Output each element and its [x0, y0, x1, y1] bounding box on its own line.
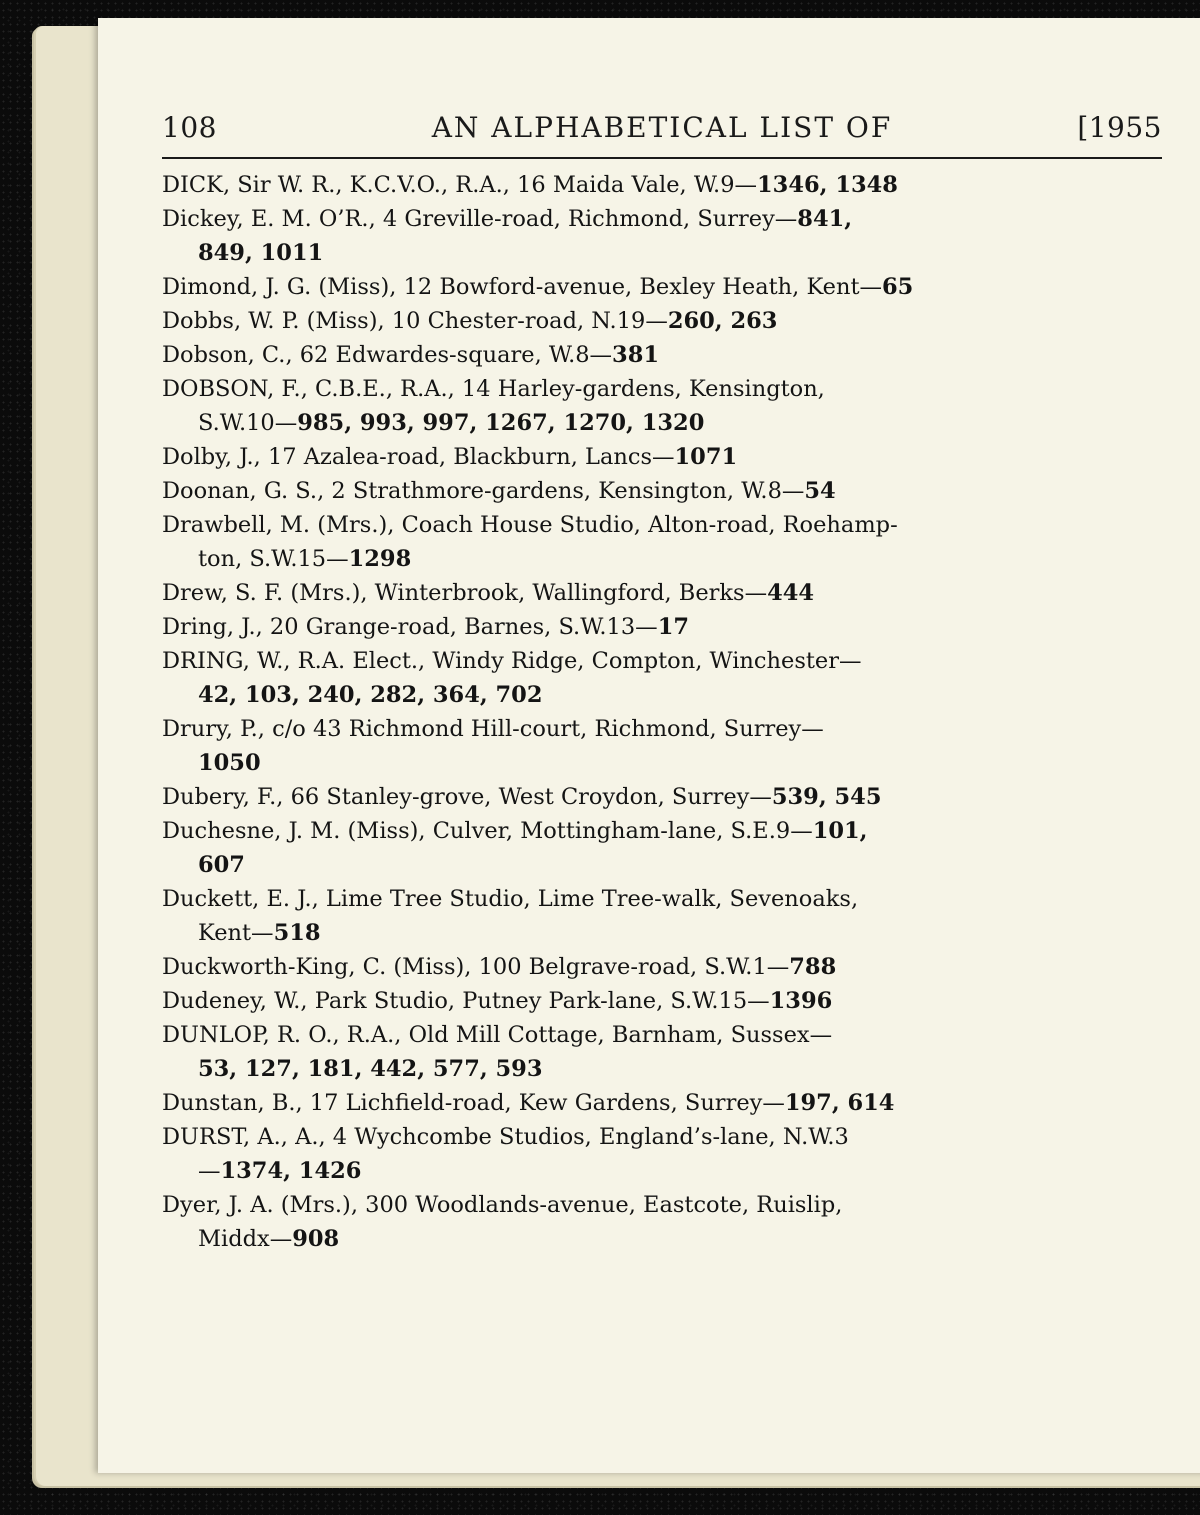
entry-line: DOBSON, F., C.B.E., R.A., 14 Harley-gardens, Kensington,	[162, 376, 825, 402]
entry-line: Duckett, E. J., Lime Tree Studio, Lime Tree-walk, Sevenoaks,	[162, 886, 859, 912]
page-title: AN ALPHABETICAL LIST OF	[431, 111, 893, 144]
list-item	[162, 1188, 1172, 1256]
list-item	[162, 338, 1172, 372]
entry-line: Dobbs, W. P. (Miss), 10 Chester-road, N.19—260, 263	[162, 308, 778, 334]
entry-line: Dubery, F., 66 Stanley-grove, West Croydon, Surrey—539, 545	[162, 784, 882, 810]
entry-line: Dring, J., 20 Grange-road, Barnes, S.W.13—17	[162, 614, 689, 640]
entry-line: Drawbell, M. (Mrs.), Coach House Studio, Alton-road, Roehamp-	[162, 512, 898, 538]
list-item	[162, 644, 1172, 712]
entry-line: Dyer, J. A. (Mrs.), 300 Woodlands-avenue, Eastcote, Ruislip,	[162, 1192, 843, 1218]
entry-line: 53, 127, 181, 442, 577, 593	[198, 1056, 543, 1082]
entry-line: Dimond, J. G. (Miss), 12 Bowford-avenue, Bexley Heath, Kent—65	[162, 274, 914, 300]
list-item	[162, 950, 1172, 984]
list-item	[162, 440, 1172, 474]
header-rule	[162, 157, 1162, 159]
entry-line: DICK, Sir W. R., K.C.V.O., R.A., 16 Maida Vale, W.9—1346, 1348	[162, 172, 898, 198]
entry-line: —1374, 1426	[198, 1158, 362, 1184]
entry-line: 607	[198, 852, 245, 878]
list-item	[162, 508, 1172, 576]
entry-line: Doonan, G. S., 2 Strathmore-gardens, Kensington, W.8—54	[162, 478, 836, 504]
list-item	[162, 712, 1172, 780]
list-item	[162, 814, 1172, 882]
entry-line: Drew, S. F. (Mrs.), Winterbrook, Wallingford, Berks—444	[162, 580, 815, 606]
list-item	[162, 1086, 1172, 1120]
entry-line: Duckworth-King, C. (Miss), 100 Belgrave-road, S.W.1—788	[162, 954, 837, 980]
entry-line: Drury, P., c/o 43 Richmond Hill-court, Richmond, Surrey—	[162, 716, 824, 742]
list-item	[162, 202, 1172, 270]
entry-line: Kent—518	[198, 920, 321, 946]
entry-line: DRING, W., R.A. Elect., Windy Ridge, Compton, Winchester—	[162, 648, 862, 674]
entry-line: ton, S.W.15—1298	[198, 546, 412, 572]
list-item	[162, 168, 1172, 202]
page-number: 108	[162, 111, 217, 144]
entry-line: Dunstan, B., 17 Lichfield-road, Kew Gardens, Surrey—197, 614	[162, 1090, 895, 1116]
entry-line: DUNLOP, R. O., R.A., Old Mill Cottage, Barnham, Sussex—	[162, 1022, 833, 1048]
entry-line: Duchesne, J. M. (Miss), Culver, Mottingham-lane, S.E.9—101,	[162, 818, 868, 844]
list-item	[162, 780, 1172, 814]
list-item	[162, 270, 1172, 304]
year-marker: [1955	[1077, 111, 1162, 144]
list-item	[162, 304, 1172, 338]
entry-line: Dobson, C., 62 Edwardes-square, W.8—381	[162, 342, 660, 368]
running-header	[162, 111, 1162, 151]
list-item	[162, 1018, 1172, 1086]
list-item	[162, 984, 1172, 1018]
entry-line: 849, 1011	[198, 240, 324, 266]
list-item	[162, 474, 1172, 508]
list-item	[162, 372, 1172, 440]
entry-list	[162, 168, 1172, 1256]
list-item	[162, 576, 1172, 610]
list-item	[162, 882, 1172, 950]
entry-line: 42, 103, 240, 282, 364, 702	[198, 682, 543, 708]
entry-line: S.W.10—985, 993, 997, 1267, 1270, 1320	[198, 410, 705, 436]
list-item	[162, 1120, 1172, 1188]
entry-line: 1050	[198, 750, 261, 776]
entry-line: DURST, A., A., 4 Wychcombe Studios, England’s-lane, N.W.3	[162, 1124, 849, 1150]
list-item	[162, 610, 1172, 644]
entry-line: Dolby, J., 17 Azalea-road, Blackburn, Lancs—1071	[162, 444, 738, 470]
entry-line: Dudeney, W., Park Studio, Putney Park-lane, S.W.15—1396	[162, 988, 833, 1014]
entry-line: Middx—908	[198, 1226, 340, 1252]
entry-line: Dickey, E. M. O’R., 4 Greville-road, Richmond, Surrey—841,	[162, 206, 853, 232]
